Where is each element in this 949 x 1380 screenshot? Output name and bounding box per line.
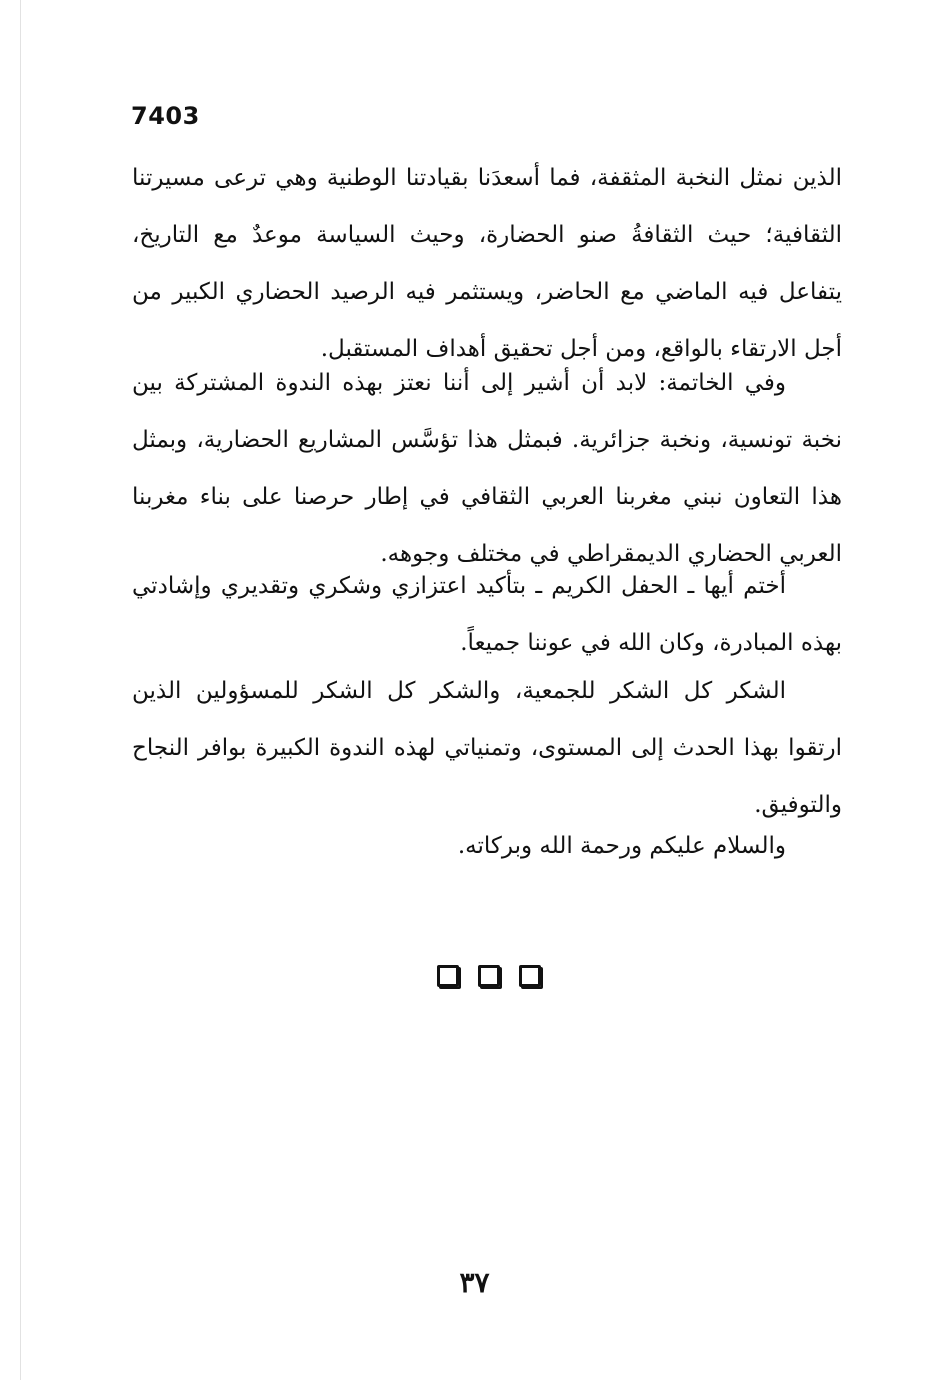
section-end-ornament xyxy=(437,963,541,989)
paragraph-1: الذين نمثل النخبة المثقفة، فما أسعدَنا بقيادتنا الوطنية وهي ترعى مسيرتنا الثقافية؛ حيث الثقافةُ صنو الحضارة، وحيث السياسة موعدٌ مع التاريخ، يتفاعل فيه الماضي مع الحاضر، ويستثمر فيه الرصيد الحضاري الكبير من أجل الارتقاء بالواقع، ومن أجل تحقيق أهداف المستقبل. xyxy=(132,165,842,362)
page-edge-line xyxy=(20,0,21,1380)
document-code: 7403 xyxy=(131,102,200,130)
paragraph-3: أختم أيها ـ الحفل الكريم ـ بتأكيد اعتزازي وشكري وتقديري وإشادتي بهذه المبادرة، وكان الله في عوننا جميعاً. xyxy=(132,573,842,656)
ornament-square-icon xyxy=(437,965,459,987)
paragraph-2: وفي الخاتمة: لابد أن أشير إلى أننا نعتز بهذه الندوة المشتركة بين نخبة تونسية، ونخبة جزائرية. فبمثل هذا تؤسَّس المشاريع الحضارية، وبمثل هذا التعاون نبني مغربنا العربي الثقافي في إطار حرصنا على بناء مغربنا العربي الحضاري الديمقراطي في مختلف وجوهه. xyxy=(132,370,842,567)
paragraph-4: الشكر كل الشكر للجمعية، والشكر كل الشكر للمسؤولين الذين ارتقوا بهذا الحدث إلى المستوى، وتمنياتي لهذه الندوة الكبيرة بوافر النجاح والتوفيق. xyxy=(132,678,842,818)
ornament-square-icon xyxy=(519,965,541,987)
closing-salutation: والسلام عليكم ورحمة الله وبركاته. xyxy=(457,833,786,859)
ornament-square-icon xyxy=(478,965,500,987)
page-number: ٣٧ xyxy=(459,1266,490,1299)
